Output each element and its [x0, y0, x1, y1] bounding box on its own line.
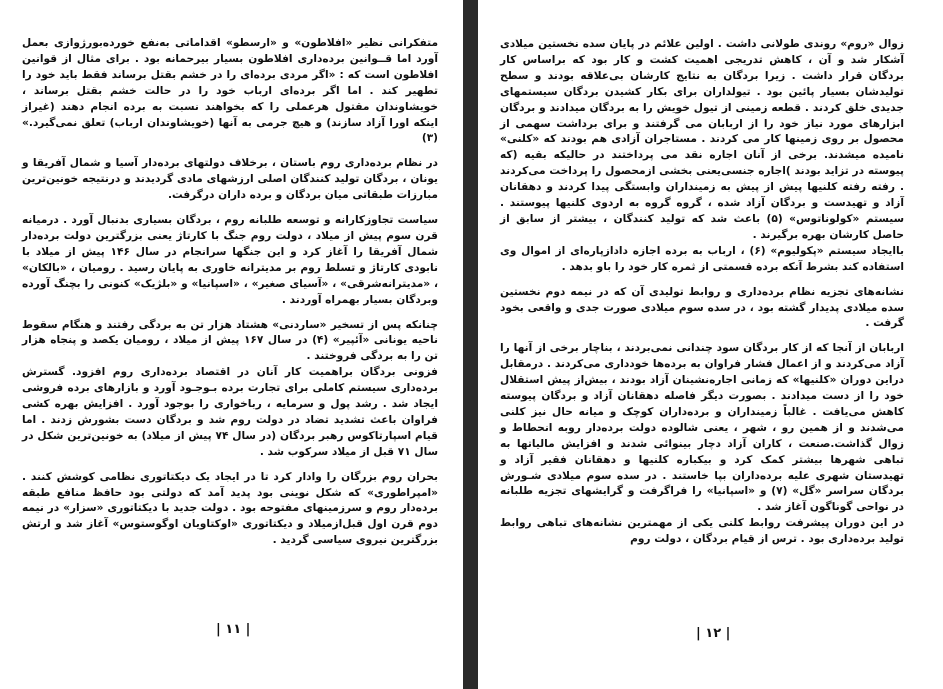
page-number: | ۱۲ |: [696, 626, 731, 641]
right-page: [478, 0, 943, 689]
paragraph: نشانه‌های تجزیه نظام برده‌داری و روابط تولیدی آن که در نیمه دوم نخستین سده میلادی پدیدار گشته بود ، در سده سوم میلادی صورت جدی و واقعی بخود گرفت .: [500, 285, 904, 330]
paragraph: اربابان از آنجا که از کار بردگان سود چندانی نمی‌بردند ، بناچار برخی از آنها را آزاد می‌کردند و از اعمال فشار فراوان به برده‌ها خودداری می‌کردند . درمقابل دراین دوران «کلنیها» که زمانی اجاره‌نشینان آزاد بودند ، بیش‌از پیش استقلال خود را از دست میدادند . بصورت دیگر فاصله دهقانان آزاد و بردگان پیوسته کاهش می‌یافت . غالباً زمینداران و برده‌داران کوچک و میانه حال نیز کلنی می‌شدند و از همین رو ، شهر ، یعنی شالوده دولت برده‌دار روبه انحطاط و زوال گذاشت.صنعت ، کاران آزاد دچار بینوائی شدند و افزایش مالیاتها به تباهی شهرها بیشتر کمک کرد و بیکباره کلنیها و دهقانان فقیر آزاد و تهیدستان شهری علیه برده‌داران بپا خاستند . در سده سوم میلادی شـورش بردگان سراسر «گل» (۷) و «اسپانیا» را فراگرفت و گرایشهای تجزیه طلبانه در نواحی گوناگون آغاز شد .: [500, 342, 904, 514]
paragraph: چنانکه پس از تسخیر «ساردنی» هشتاد هزار تن به بردگی رفتند و هنگام سقوط ناحیه یونانی «آئپیر» (۴) در سال ۱۶۷ پیش از میلاد ، رومیان یکصد و پنجاه هزار تن را به بردگی فروختند .: [22, 318, 438, 363]
paragraph: متفکرانی نظیر «افلاطون» و «ارسطو» اقداماتی به‌نفع خورده‌بورژوازی بعمل آورد اما قــوانین برده‌داری افلاطون بسیار بیرحمانه بود . برای مثال از قوانین افلاطون است که : «اگر مردی برده‌ای را در خشم بقتل برساند فقط باید خود را تطهیر کند . اما اگر برده‌ای ارباب خود را در حالت خشم بقتل برساند ، خویشاوندان مقتول هرعملی را که بخواهند نسبت به برده انجام دهند (غیراز اینکه اورا آزاد سازند) و هیچ جرمی به آنها (خویشاوندان ارباب) تعلق نمی‌گیرد.» (۳): [22, 37, 438, 145]
left-page: [0, 0, 463, 689]
right-page-text: [500, 37, 904, 548]
paragraph: بحران روم بزرگان را وادار کرد تا در ایجاد یک دیکتاتوری نظامی کوشش کنند . «امپراطوری» که شکل نوینی بود پدید آمد که دولتی بود حافظ منافع طبقه برده‌دار روم و سرزمینهای مفتوحه بود . دولت جدید با دیکتاتوری «سزار» در نیمه دوم قرن اول قبل‌ازمیلاد و دیکتاتوری «اوکتاویان اوگوستوس» آغاز شد و ارتش بزرگترین نیروی سیاسی گردید .: [22, 470, 438, 547]
paragraph: سیاست تجاوزکارانه و توسعه طلبانه روم ، بردگان بسیاری بدنبال آورد . درمیانه قرن سوم پیش از میلاد ، دولت روم جنگ با کارتاژ یعنی بزرگترین دولت برده‌دار شمال آفریقا را آغاز کرد و این جنگها سرانجام در سال ۱۴۶ پیش از میلاد با نابودی کارتاژ و تسلط روم بر مدیترانه خاوری به پایان رسید . رومیان ، «بالکان» ، «مدیترانه‌شرقی» ، «آسیای صغیر» ، «اسپانیا» و «بلژیک» کنونی را بچنگ آورده وبردگان بسیار بهمراه آوردند .: [22, 214, 438, 306]
paragraph: در این دوران پیشرفت روابط کلنی یکی از مهمترین نشانه‌های تباهی روابط تولید برده‌داری بود . ترس از قیام بردگان ، دولت روم: [500, 517, 904, 546]
paragraph: در نظام برده‌داری روم باستان ، برخلاف دولتهای برده‌دار آسیا و شمال آفریقا و یونان ، بردگان تولید کنندگان اصلی ارزشهای مادی گردیدند و درنتیجه خونین‌ترین مبارزات طبقاتی میان بردگان و برده داران درگرفت.: [22, 157, 438, 202]
page-number: | ۱۱ |: [216, 622, 251, 637]
paragraph: زوال «روم» روندی طولانی داشت . اولین علائم در پایان سده نخستین میلادی آشکار شد و آن ، کاهش تدریجی اهمیت کشت و کار بود که براساس کار بردگان قرار داشت . زیرا بردگان به نتایج کارشان بی‌علاقه بودند و سطح تولیدشان بسیار پائین بود . تیولداران برای بکار کشیدن بردگان سیستمهای جدیدی خلق کردند . قطعه زمینی از تیول خویش را به بردگان میدادند و بردگان ابزارهای مورد نیاز خود را از اربابان می گرفتند و برای برداشت سهمی از محصول بر روی زمینها کار می کردند . مستاجران آزادی هم بودند که «کلنی» نامیده میشدند. برخی از آنان اجاره نقد می پرداختند در حالیکه بقیه (که پیوسته در تزاید بودند )اجاره جنسی‌یعنی بخشی ازمحصول را پرداخت می‌کردند . رفته رفته کلنیها پیش از پیش به زمینداران وابستگی پیدا کردند و دهقانان آزاد و تهیدست و بردگان آزاد شده ، گروه گروه به اردوی کلنیها پیوستند . سیستم «کولوناتوس» (۵) باعث شد که تولید کنندگان ، بیشتر از سابق از حاصل کارشان بهره برگیرند .: [500, 38, 904, 241]
left-page-text: [22, 36, 438, 549]
book-gutter: [463, 0, 478, 689]
paragraph: باایجاد سیستم «پکولیوم» (۶) ، ارباب به برده اجازه دادازپاره‌ای از اموال وی استفاده کند بشرط آنکه برده قسمتی از ثمره کار خود را باو بدهد .: [500, 244, 904, 273]
paragraph: فزونی بردگان براهمیت کار آنان در اقتصاد برده‌داری روم افزود. گسترش برده‌داری سیستم کاملی برای تجارت برده بـوجـود آورد و بازارهای برده فروشی ایجاد شد . رشد پول و سرمایه ، رباخواری را بوجود آورد . افزایش بهره کشی فراوان باعث تشدید تضاد در دولت روم شد و بردگان دست بشورش زدند . اما قیام اسپارتاکوس رهبر بردگان (در سال ۷۴ پیش از میلاد) به خونین‌ترین شکل در سال ۷۱ قبل از میلاد سرکوب شد .: [22, 366, 438, 458]
